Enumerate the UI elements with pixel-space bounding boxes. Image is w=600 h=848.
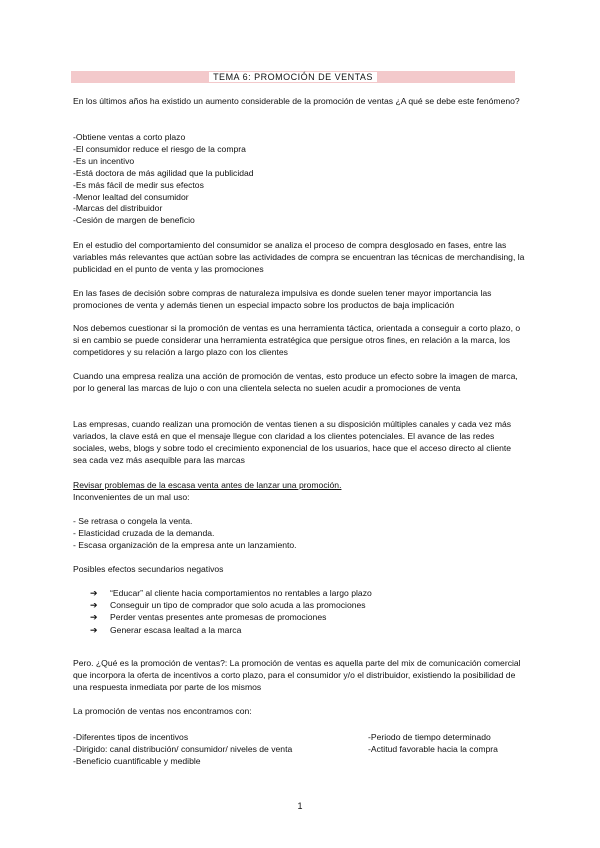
list-item: -Periodo de tiempo determinado xyxy=(368,732,491,742)
page-title: TEMA 6: PROMOCIÓN DE VENTAS xyxy=(209,72,377,82)
arrow-right-icon: ➔ xyxy=(90,588,98,598)
list-item: - Elasticidad cruzada de la demanda. xyxy=(73,527,215,538)
arrow-right-icon: ➔ xyxy=(90,600,98,611)
list-item: -Menor lealtad del consumidor xyxy=(73,191,189,202)
list-item: ➔ Conseguir un tipo de comprador que solo acuda a las promociones xyxy=(90,600,366,611)
list-item: -Marcas del distribuidor xyxy=(73,203,163,214)
list-item: -Está doctora de más agilidad que la publicidad xyxy=(73,167,254,178)
reasons-list xyxy=(73,132,525,227)
problems-section xyxy=(73,480,525,504)
intro-question: En los últimos años ha existido un aumento considerable de la promoción de ventas ¿A qué se debe este fenómeno? xyxy=(73,96,520,106)
paragraph: Cuando una empresa realiza una acción de promoción de ventas, esto produce un efecto sobre la imagen de marca, por lo general las marcas de lujo o con una clientela selecta no suelen acudir a promociones de venta xyxy=(73,371,518,393)
find-left-column xyxy=(73,731,292,768)
side-effects-list xyxy=(90,587,510,636)
list-item: ➔ “Educar” al cliente hacia comportamientos no rentables a largo plazo xyxy=(90,588,372,598)
list-item: -Beneficio cuantificable y medible xyxy=(73,756,201,767)
paragraph: Nos debemos cuestionar si la promoción de ventas es una herramienta táctica, orientada a conseguir a corto plazo, o si en cambio se puede considerar una herramienta estratégica que persigue otros fines, en relación a la marca, los competidores y su relación a largo plazo con los clientes xyxy=(73,323,521,357)
list-item: -Dirigido: canal distribución/ consumidor/ niveles de venta xyxy=(73,744,293,755)
page-number: 1 xyxy=(297,801,303,811)
paragraph: En el estudio del comportamiento del consumidor se analiza el proceso de compra desglosado en fases, entre las variables más relevantes que actúan sobre las actividades de compra se encuentran las técnicas de merchandising, la publicidad en el punto de venta y las promociones xyxy=(73,240,525,274)
list-item: - Se retrasa o congela la venta. xyxy=(73,516,193,526)
paragraph: Las empresas, cuando realizan una promoción de ventas tienen a su disposición múltiples canales y cada vez más variados, la clave está en que el mensaje llegue con claridad a los clientes potenciales. El avance de las redes sociales, webs, blogs y sobre todo el crecimiento exponencial de los usuarios, hace que el acceso directo al cliente sea cada vez más asequible para las marcas xyxy=(73,419,512,465)
list-item: - Escasa organización de la empresa ante un lanzamiento. xyxy=(73,539,297,550)
misuse-list xyxy=(73,516,525,552)
list-item: -Actitud favorable hacia la compra xyxy=(368,744,498,755)
arrow-right-icon: ➔ xyxy=(90,624,98,635)
list-item: -Es más fácil de medir sus efectos xyxy=(73,179,204,190)
side-effects-heading: Posibles efectos secundarios negativos xyxy=(73,564,224,574)
find-right-column xyxy=(368,731,498,755)
problems-heading: Revisar problemas de la escasa venta antes de lanzar una promoción. xyxy=(73,480,342,490)
title-highlight-bar xyxy=(71,71,515,83)
arrow-right-icon: ➔ xyxy=(90,612,98,623)
find-heading: La promoción de ventas nos encontramos con: xyxy=(73,706,252,716)
list-item: -El consumidor reduce el riesgo de la compra xyxy=(73,143,246,154)
paragraph: En las fases de decisión sobre compras de naturaleza impulsiva es donde suelen tener mayor importancia las promociones de venta y además tienen un especial impacto sobre los productos de baja implicación xyxy=(73,288,492,310)
list-item: -Es un incentivo xyxy=(73,155,135,166)
definition-paragraph: Pero. ¿Qué es la promoción de ventas?: La promoción de ventas es aquella parte del mix de comunicación comercial que incorpora la oferta de incentivos a corto plazo, para el consumidor y/o el distribuidor, existiendo la posibilidad de una respuesta inmediata por parte de los mismos xyxy=(73,658,521,692)
list-item: ➔ Generar escasa lealtad a la marca xyxy=(90,624,242,635)
list-item: -Obtiene ventas a corto plazo xyxy=(73,132,186,142)
list-item: -Diferentes tipos de incentivos xyxy=(73,732,189,742)
list-item: ➔ Perder ventas presentes ante promesas de promociones xyxy=(90,612,327,623)
list-item: -Cesión de margen de beneficio xyxy=(73,215,195,226)
misuse-heading: Inconvenientes de un mal uso: xyxy=(73,491,190,502)
